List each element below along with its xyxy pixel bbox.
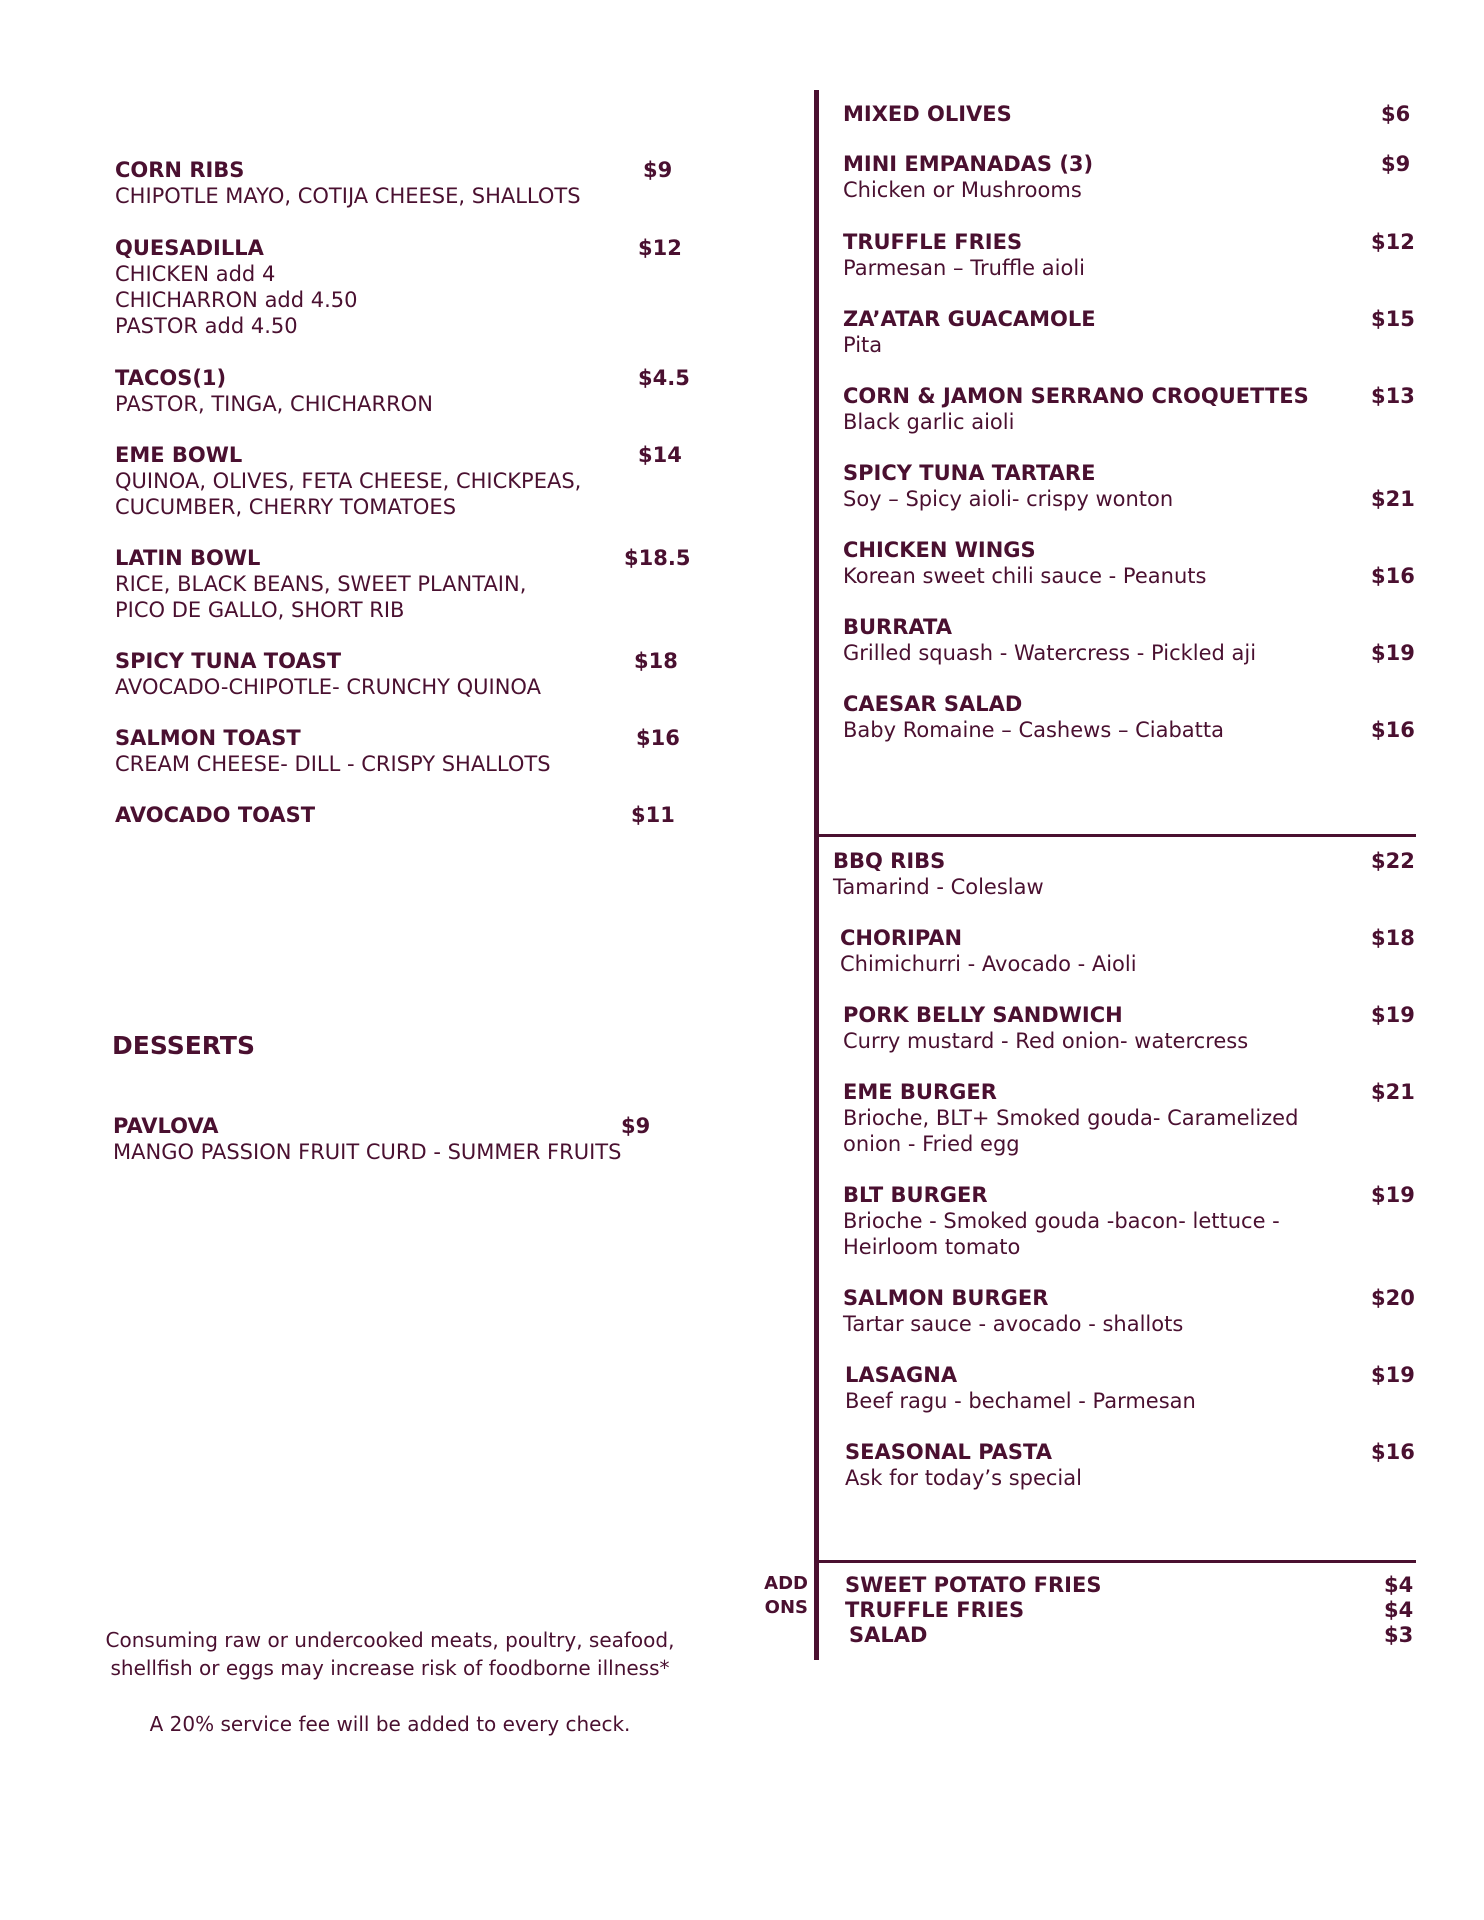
item-name: SALMON TOAST bbox=[115, 726, 301, 750]
addons-list bbox=[845, 1573, 1101, 1648]
menu-item bbox=[843, 383, 1309, 435]
menu-item bbox=[113, 1113, 621, 1165]
item-name: EME BURGER bbox=[843, 1080, 997, 1104]
item-description: CHICKEN add 4 CHICHARRON add 4.50 PASTOR add 4.50 bbox=[115, 262, 358, 338]
item-name: MIXED OLIVES bbox=[843, 102, 1012, 126]
item-price: $20 bbox=[1371, 1286, 1415, 1310]
item-name: LATIN BOWL bbox=[115, 546, 261, 570]
menu-item bbox=[840, 925, 1137, 977]
menu-item bbox=[115, 365, 433, 417]
item-description: CHIPOTLE MAYO, COTIJA CHEESE, SHALLOTS bbox=[115, 184, 581, 208]
item-price: $6 bbox=[1381, 102, 1411, 126]
item-name: TACOS(1) bbox=[115, 366, 227, 390]
item-description: AVOCADO-CHIPOTLE- CRUNCHY QUINOA bbox=[115, 675, 541, 699]
menu-item bbox=[843, 101, 1012, 127]
item-description: Pita bbox=[843, 333, 883, 357]
addon-item: TRUFFLE FRIES bbox=[845, 1598, 1025, 1622]
addons-label: ADD ONS bbox=[764, 1573, 808, 1618]
item-description: Brioche - Smoked gouda -bacon- lettuce - Heirloom tomato bbox=[843, 1209, 1280, 1259]
addon-price: $3 bbox=[1384, 1623, 1414, 1647]
item-name: MINI EMPANADAS (3) bbox=[843, 152, 1094, 176]
menu-item bbox=[845, 1439, 1082, 1491]
menu-item bbox=[843, 229, 1085, 281]
allergy-notice: Consuming raw or undercooked meats, poultry, seafood, shellfish or eggs may increase risk of foodborne illness* bbox=[105, 1628, 675, 1680]
desserts-heading: DESSERTS bbox=[112, 1031, 255, 1060]
item-description: RICE, BLACK BEANS, SWEET PLANTAIN, PICO DE GALLO, SHORT RIB bbox=[115, 572, 527, 622]
menu-item bbox=[115, 725, 551, 777]
item-name: SPICY TUNA TOAST bbox=[115, 649, 342, 673]
addons-prices bbox=[1384, 1573, 1413, 1648]
menu-item bbox=[843, 151, 1093, 203]
item-price: $19 bbox=[1371, 641, 1415, 665]
item-price: $13 bbox=[1371, 384, 1415, 408]
item-description: Tartar sauce - avocado - shallots bbox=[843, 1312, 1184, 1336]
item-price: $19 bbox=[1371, 1363, 1415, 1387]
item-name: CHICKEN WINGS bbox=[843, 538, 1036, 562]
item-description: QUINOA, OLIVES, FETA CHEESE, CHICKPEAS, CUCUMBER, CHERRY TOMATOES bbox=[115, 469, 582, 519]
item-price: $19 bbox=[1371, 1003, 1415, 1027]
item-price: $12 bbox=[1371, 230, 1415, 254]
menu-item bbox=[843, 1182, 1280, 1260]
menu-item bbox=[115, 545, 526, 623]
menu-item bbox=[115, 157, 581, 209]
item-price: $19 bbox=[1371, 1183, 1415, 1207]
menu-item bbox=[833, 848, 1044, 900]
item-name: SALMON BURGER bbox=[843, 1286, 1049, 1310]
item-description: CREAM CHEESE- DILL - CRISPY SHALLOTS bbox=[115, 752, 551, 776]
item-description: Chimichurri - Avocado - Aioli bbox=[840, 952, 1137, 976]
item-description: Soy – Spicy aioli- crispy wonton bbox=[843, 487, 1174, 511]
item-description: Parmesan – Truffle aioli bbox=[843, 256, 1086, 280]
item-name: CHORIPAN bbox=[840, 926, 963, 950]
item-price: $12 bbox=[638, 236, 682, 260]
menu-item bbox=[843, 691, 1224, 743]
item-description: PASTOR, TINGA, CHICHARRON bbox=[115, 392, 433, 416]
item-price: $16 bbox=[1371, 718, 1415, 742]
item-price: $22 bbox=[1371, 849, 1415, 873]
item-name: EME BOWL bbox=[115, 443, 243, 467]
section-divider bbox=[814, 1560, 1416, 1563]
menu-item bbox=[115, 648, 541, 700]
item-description: Brioche, BLT+ Smoked gouda- Caramelized onion - Fried egg bbox=[843, 1106, 1299, 1156]
addon-price: $4 bbox=[1384, 1598, 1414, 1622]
item-name: SPICY TUNA TARTARE bbox=[843, 461, 1096, 485]
section-divider bbox=[814, 834, 1416, 837]
item-name: SEASONAL PASTA bbox=[845, 1440, 1053, 1464]
menu-item bbox=[115, 235, 358, 339]
item-price: $16 bbox=[636, 726, 680, 750]
item-price: $15 bbox=[1371, 307, 1415, 331]
menu-item bbox=[843, 306, 1096, 358]
item-price: $9 bbox=[1381, 152, 1411, 176]
item-name: AVOCADO TOAST bbox=[115, 803, 316, 827]
item-price: $11 bbox=[631, 803, 675, 827]
item-price: $9 bbox=[621, 1114, 651, 1138]
item-description: Baby Romaine – Cashews – Ciabatta bbox=[843, 718, 1225, 742]
item-name: LASAGNA bbox=[845, 1363, 958, 1387]
addon-item: SWEET POTATO FRIES bbox=[845, 1573, 1102, 1597]
item-price: $21 bbox=[1371, 1080, 1415, 1104]
item-description: Curry mustard - Red onion- watercress bbox=[843, 1029, 1249, 1053]
item-price: $21 bbox=[1371, 487, 1415, 511]
item-price: $9 bbox=[643, 158, 673, 182]
menu-item bbox=[843, 460, 1173, 512]
menu-item bbox=[843, 1079, 1298, 1157]
menu-item bbox=[843, 1002, 1248, 1054]
menu-item bbox=[115, 442, 581, 520]
item-name: PORK BELLY SANDWICH bbox=[843, 1003, 1123, 1027]
service-fee-notice: A 20% service fee will be added to every check. bbox=[149, 1712, 631, 1736]
menu-item bbox=[843, 614, 1256, 666]
addon-item: SALAD bbox=[849, 1623, 928, 1647]
item-description: Black garlic aioli bbox=[843, 410, 1015, 434]
menu-item bbox=[843, 537, 1206, 589]
item-description: Beef ragu - bechamel - Parmesan bbox=[845, 1389, 1196, 1413]
item-description: Grilled squash - Watercress - Pickled aji bbox=[843, 641, 1257, 665]
addon-price: $4 bbox=[1384, 1573, 1414, 1597]
item-name: PAVLOVA bbox=[113, 1114, 219, 1138]
item-price: $14 bbox=[638, 443, 682, 467]
item-name: ZA’ATAR GUACAMOLE bbox=[843, 307, 1096, 331]
item-description: Chicken or Mushrooms bbox=[843, 178, 1082, 202]
item-name: CORN RIBS bbox=[115, 158, 245, 182]
item-price: $16 bbox=[1371, 564, 1415, 588]
menu-item bbox=[115, 802, 315, 828]
item-price: $16 bbox=[1371, 1440, 1415, 1464]
item-name: BLT BURGER bbox=[843, 1183, 988, 1207]
item-description: MANGO PASSION FRUIT CURD - SUMMER FRUITS bbox=[113, 1140, 622, 1164]
item-price: $18.5 bbox=[624, 546, 691, 570]
item-price: $18 bbox=[1371, 926, 1415, 950]
item-price: $18 bbox=[634, 649, 678, 673]
item-name: CAESAR SALAD bbox=[843, 692, 1023, 716]
item-name: BURRATA bbox=[843, 615, 952, 639]
column-divider bbox=[814, 90, 819, 1660]
item-name: CORN & JAMON SERRANO CROQUETTES bbox=[843, 384, 1309, 408]
menu-item bbox=[843, 1285, 1183, 1337]
item-name: TRUFFLE FRIES bbox=[843, 230, 1023, 254]
item-description: Ask for today’s special bbox=[845, 1466, 1082, 1490]
item-description: Korean sweet chili sauce - Peanuts bbox=[843, 564, 1207, 588]
item-name: BBQ RIBS bbox=[833, 849, 946, 873]
menu-item bbox=[845, 1362, 1196, 1414]
item-description: Tamarind - Coleslaw bbox=[833, 875, 1044, 899]
item-price: $4.5 bbox=[638, 366, 690, 390]
item-name: QUESADILLA bbox=[115, 236, 264, 260]
